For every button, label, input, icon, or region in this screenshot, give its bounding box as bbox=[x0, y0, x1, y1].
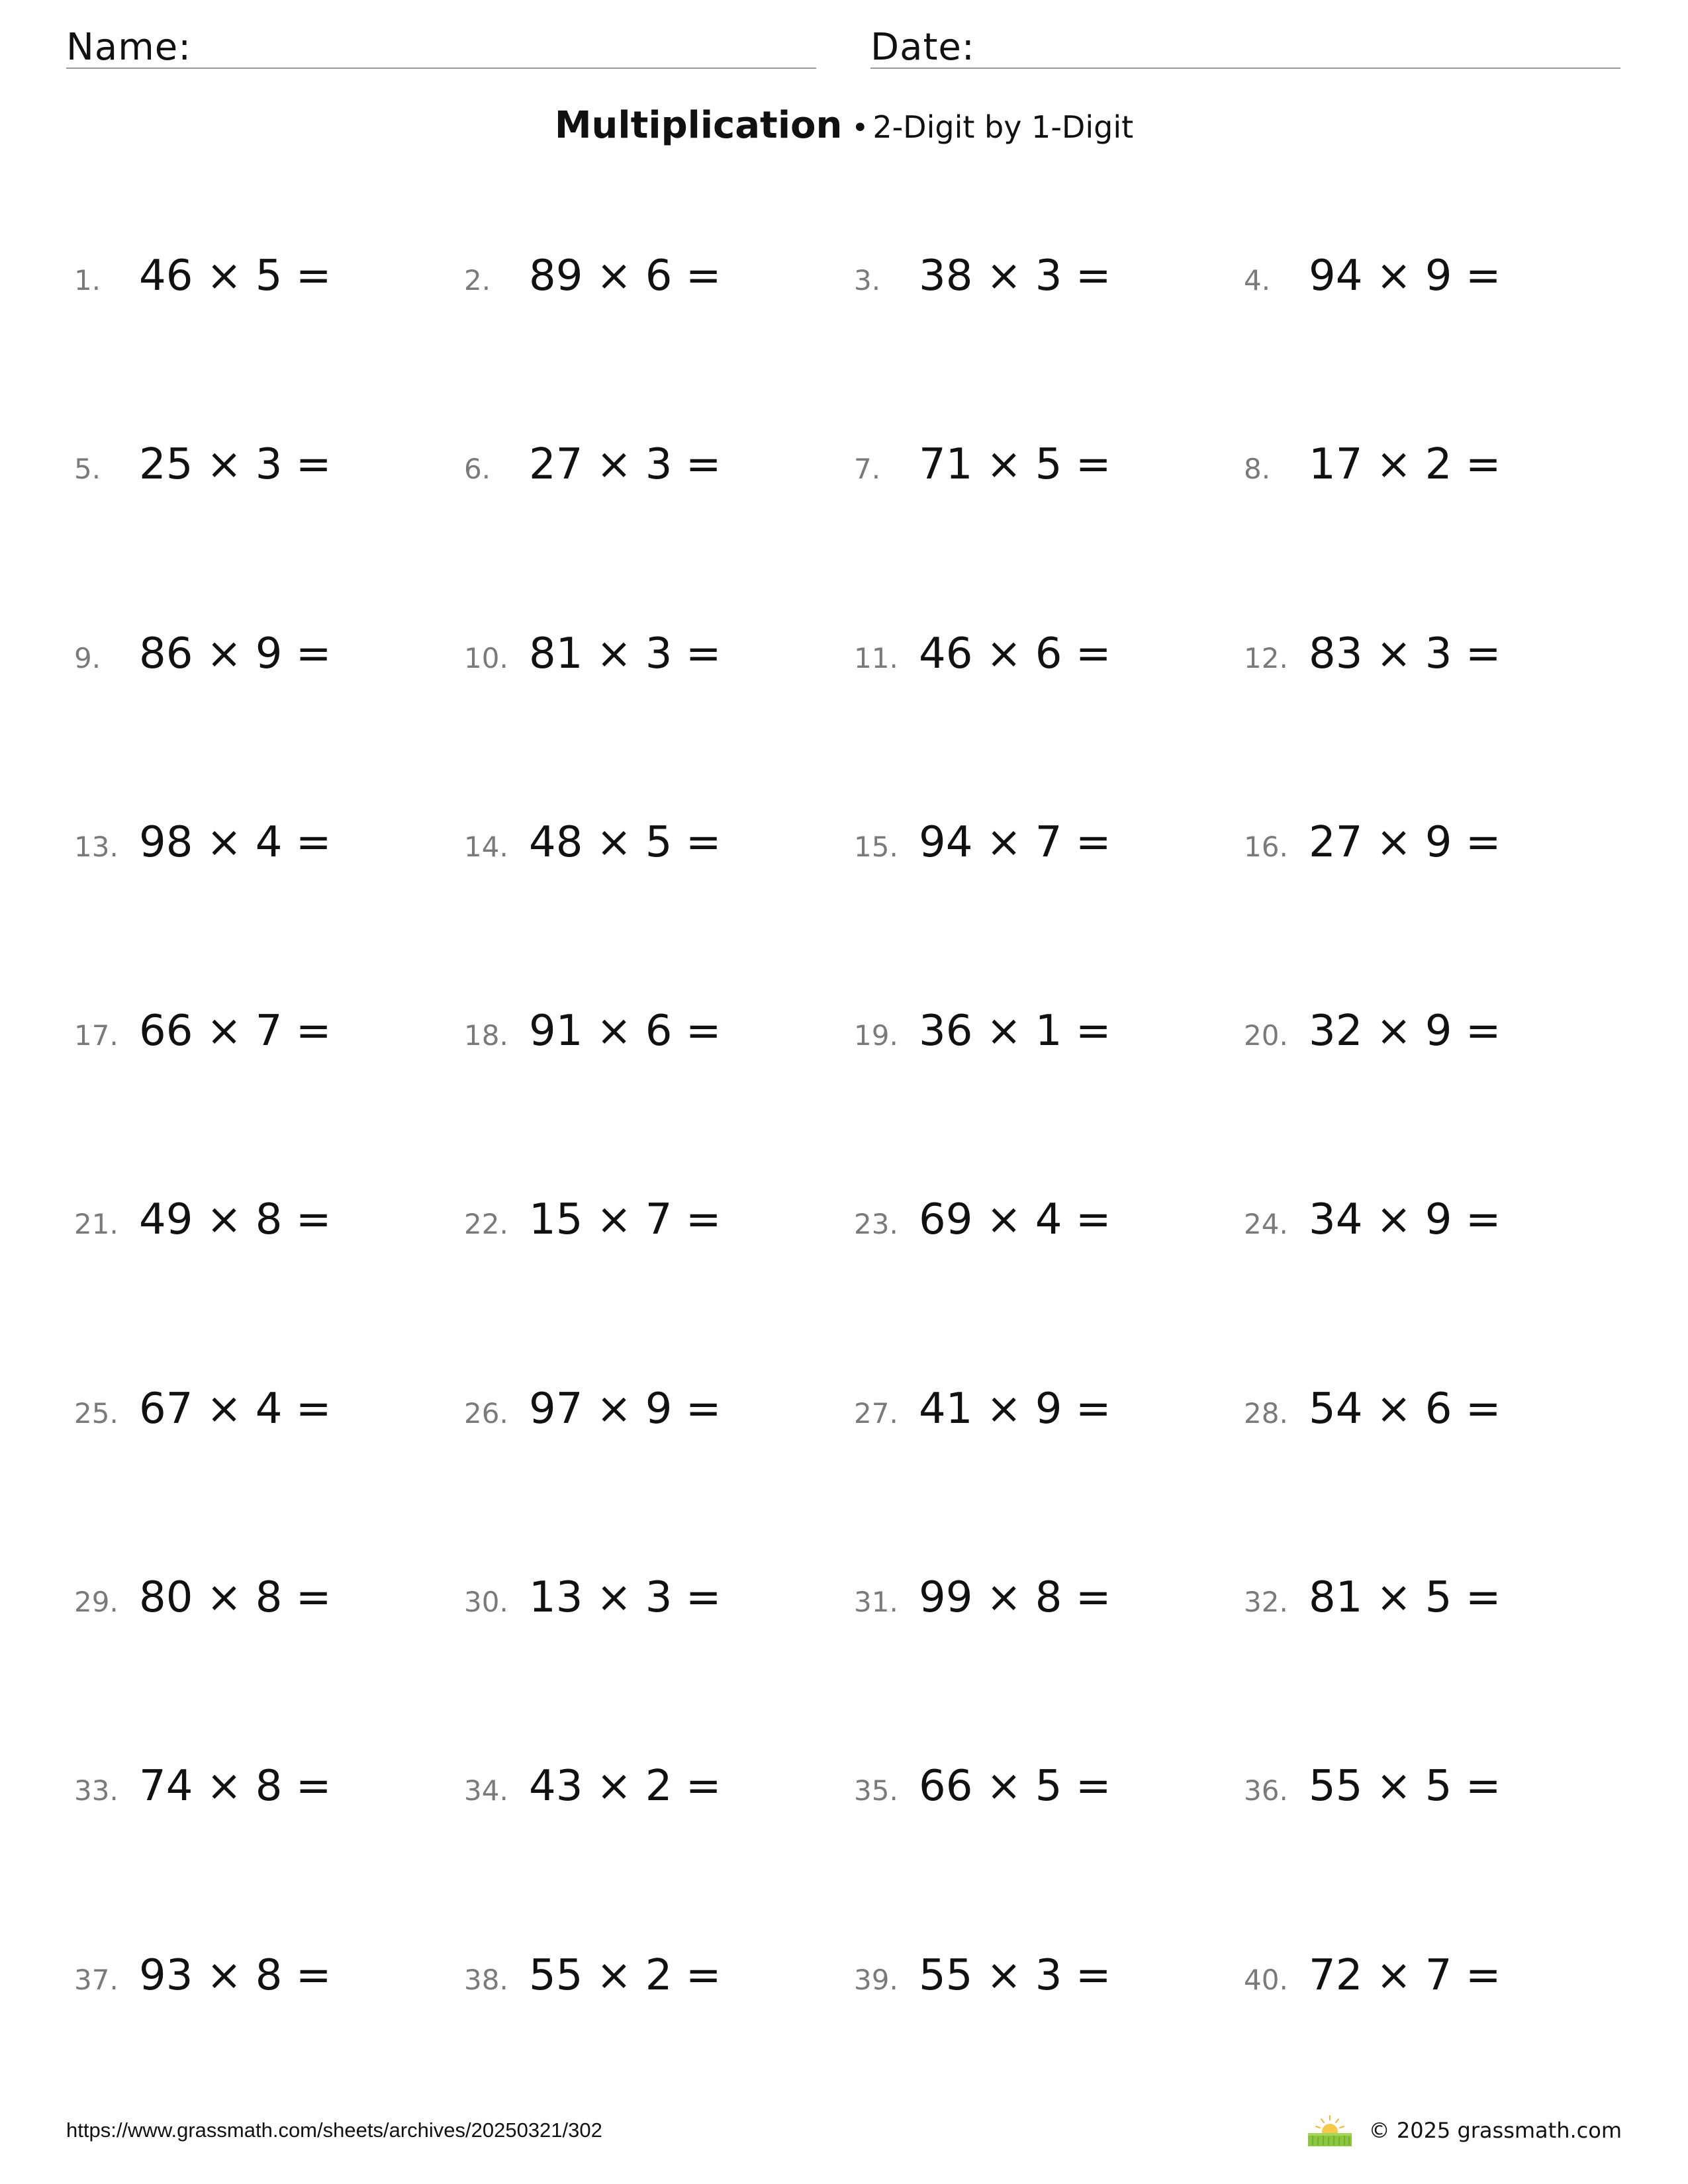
problem-item bbox=[1244, 1950, 1634, 2001]
problem-item bbox=[464, 1950, 854, 2001]
footer-copyright: © 2025 grassmath.com bbox=[1368, 2118, 1622, 2143]
problem-item bbox=[464, 1762, 854, 1811]
problem-number: 8. bbox=[1244, 453, 1271, 486]
problem-number: 5. bbox=[74, 453, 101, 486]
problem-item bbox=[854, 1950, 1244, 2001]
problem-expression: 74 × 8 = bbox=[139, 1762, 332, 1811]
problem-number: 12. bbox=[1244, 641, 1288, 674]
title-main: Multiplication bbox=[554, 104, 843, 147]
problem-expression: 36 × 1 = bbox=[919, 1007, 1111, 1056]
problem-number: 10. bbox=[464, 641, 508, 674]
problem-item bbox=[74, 1007, 464, 1056]
problem-expression: 55 × 3 = bbox=[919, 1950, 1111, 2000]
problem-expression: 34 × 9 = bbox=[1309, 1195, 1501, 1245]
problem-item bbox=[464, 629, 854, 679]
problem-expression: 86 × 9 = bbox=[139, 629, 332, 678]
problem-number: 38. bbox=[464, 1963, 508, 1996]
problem-number: 16. bbox=[1244, 830, 1288, 863]
problem-item bbox=[74, 1195, 464, 1245]
problem-number: 35. bbox=[854, 1774, 898, 1807]
problem-expression: 72 × 7 = bbox=[1309, 1950, 1501, 2000]
problem-grid bbox=[74, 251, 1597, 2143]
problem-expression: 15 × 7 = bbox=[529, 1195, 722, 1245]
problem-expression: 55 × 5 = bbox=[1309, 1762, 1501, 1811]
problem-item bbox=[1244, 1762, 1634, 1811]
problem-item bbox=[74, 1384, 464, 1434]
problem-number: 2. bbox=[464, 264, 491, 296]
problem-expression: 49 × 8 = bbox=[139, 1195, 332, 1245]
date-field[interactable] bbox=[870, 24, 1620, 69]
footer-url: https://www.grassmath.com/sheets/archives/20250321/302 bbox=[66, 2118, 602, 2142]
problem-expression: 83 × 3 = bbox=[1309, 629, 1501, 678]
problem-number: 20. bbox=[1244, 1019, 1288, 1052]
name-label: Name: bbox=[66, 26, 192, 69]
footer-brand bbox=[1307, 2115, 1622, 2146]
problem-item bbox=[74, 1573, 464, 1623]
problem-number: 3. bbox=[854, 264, 881, 296]
problem-expression: 93 × 8 = bbox=[139, 1950, 332, 2000]
problem-number: 24. bbox=[1244, 1208, 1288, 1241]
problem-item bbox=[464, 1573, 854, 1623]
problem-expression: 94 × 9 = bbox=[1309, 251, 1501, 300]
problem-item bbox=[464, 1384, 854, 1434]
problem-number: 4. bbox=[1244, 264, 1271, 296]
problem-number: 39. bbox=[854, 1963, 898, 1996]
problem-number: 19. bbox=[854, 1019, 898, 1052]
problem-number: 33. bbox=[74, 1774, 118, 1807]
problem-expression: 66 × 7 = bbox=[139, 1007, 332, 1056]
problem-number: 29. bbox=[74, 1586, 118, 1619]
problem-number: 31. bbox=[854, 1586, 898, 1619]
problem-item bbox=[74, 817, 464, 868]
problem-item bbox=[74, 251, 464, 301]
problem-number: 7. bbox=[854, 453, 881, 486]
problem-number: 25. bbox=[74, 1396, 118, 1430]
problem-expression: 98 × 4 = bbox=[139, 817, 332, 867]
problem-expression: 81 × 5 = bbox=[1309, 1573, 1501, 1623]
problem-number: 30. bbox=[464, 1586, 508, 1619]
problem-number: 14. bbox=[464, 830, 508, 863]
problem-number: 40. bbox=[1244, 1963, 1288, 1996]
problem-expression: 91 × 6 = bbox=[529, 1007, 722, 1056]
problem-number: 21. bbox=[74, 1208, 118, 1241]
problem-item bbox=[464, 1195, 854, 1245]
problem-expression: 81 × 3 = bbox=[529, 629, 722, 678]
problem-expression: 54 × 6 = bbox=[1309, 1384, 1501, 1433]
problem-item bbox=[74, 629, 464, 679]
problem-expression: 89 × 6 = bbox=[529, 251, 722, 300]
problem-expression: 46 × 5 = bbox=[139, 251, 332, 300]
problem-expression: 46 × 6 = bbox=[919, 629, 1111, 678]
problem-expression: 71 × 5 = bbox=[919, 440, 1111, 490]
name-field[interactable] bbox=[66, 24, 816, 69]
problem-number: 28. bbox=[1244, 1396, 1288, 1430]
problem-expression: 13 × 3 = bbox=[529, 1573, 722, 1623]
problem-item bbox=[1244, 251, 1634, 301]
problem-expression: 38 × 3 = bbox=[919, 251, 1111, 300]
problem-number: 23. bbox=[854, 1208, 898, 1241]
problem-number: 37. bbox=[74, 1963, 118, 1996]
problem-item bbox=[1244, 1195, 1634, 1245]
problem-expression: 97 × 9 = bbox=[529, 1384, 722, 1433]
problem-item bbox=[74, 1950, 464, 2001]
problem-item bbox=[854, 440, 1244, 490]
problem-item bbox=[854, 1573, 1244, 1623]
problem-expression: 43 × 2 = bbox=[529, 1762, 722, 1811]
date-label: Date: bbox=[870, 26, 975, 69]
problem-expression: 32 × 9 = bbox=[1309, 1007, 1501, 1056]
problem-item bbox=[464, 251, 854, 301]
grass-sun-logo-icon bbox=[1307, 2115, 1353, 2146]
problem-item bbox=[74, 440, 464, 490]
problem-item bbox=[854, 251, 1244, 301]
problem-item bbox=[464, 1007, 854, 1056]
problem-number: 15. bbox=[854, 830, 898, 863]
problem-item bbox=[854, 629, 1244, 679]
problem-number: 34. bbox=[464, 1774, 508, 1807]
problem-item bbox=[1244, 1384, 1634, 1434]
problem-number: 18. bbox=[464, 1019, 508, 1052]
problem-number: 36. bbox=[1244, 1774, 1288, 1807]
problem-expression: 80 × 8 = bbox=[139, 1573, 332, 1623]
problem-expression: 67 × 4 = bbox=[139, 1384, 332, 1433]
problem-item bbox=[1244, 817, 1634, 868]
title-subtitle: 2-Digit by 1-Digit bbox=[872, 109, 1134, 145]
problem-expression: 27 × 9 = bbox=[1309, 817, 1501, 867]
problem-expression: 41 × 9 = bbox=[919, 1384, 1111, 1433]
problem-expression: 48 × 5 = bbox=[529, 817, 722, 867]
problem-expression: 25 × 3 = bbox=[139, 440, 332, 490]
worksheet-title bbox=[0, 104, 1688, 147]
problem-expression: 94 × 7 = bbox=[919, 817, 1111, 867]
problem-number: 17. bbox=[74, 1019, 118, 1052]
problem-item bbox=[854, 1007, 1244, 1056]
problem-number: 27. bbox=[854, 1396, 898, 1430]
problem-number: 6. bbox=[464, 453, 491, 486]
problem-expression: 55 × 2 = bbox=[529, 1950, 722, 2000]
problem-number: 22. bbox=[464, 1208, 508, 1241]
problem-item bbox=[1244, 629, 1634, 679]
problem-item bbox=[464, 817, 854, 868]
problem-number: 32. bbox=[1244, 1586, 1288, 1619]
problem-expression: 17 × 2 = bbox=[1309, 440, 1501, 490]
problem-expression: 99 × 8 = bbox=[919, 1573, 1111, 1623]
problem-item bbox=[854, 1762, 1244, 1811]
problem-expression: 27 × 3 = bbox=[529, 440, 722, 490]
problem-number: 13. bbox=[74, 830, 118, 863]
problem-expression: 69 × 4 = bbox=[919, 1195, 1111, 1245]
problem-number: 9. bbox=[74, 641, 101, 674]
title-separator: • bbox=[851, 111, 869, 145]
problem-item bbox=[1244, 1573, 1634, 1623]
problem-item bbox=[464, 440, 854, 490]
problem-number: 26. bbox=[464, 1396, 508, 1430]
problem-item bbox=[1244, 440, 1634, 490]
problem-number: 11. bbox=[854, 641, 898, 674]
problem-expression: 66 × 5 = bbox=[919, 1762, 1111, 1811]
problem-number: 1. bbox=[74, 264, 101, 296]
problem-item bbox=[1244, 1007, 1634, 1056]
problem-item bbox=[854, 1384, 1244, 1434]
problem-item bbox=[854, 817, 1244, 868]
problem-item bbox=[74, 1762, 464, 1811]
problem-item bbox=[854, 1195, 1244, 1245]
